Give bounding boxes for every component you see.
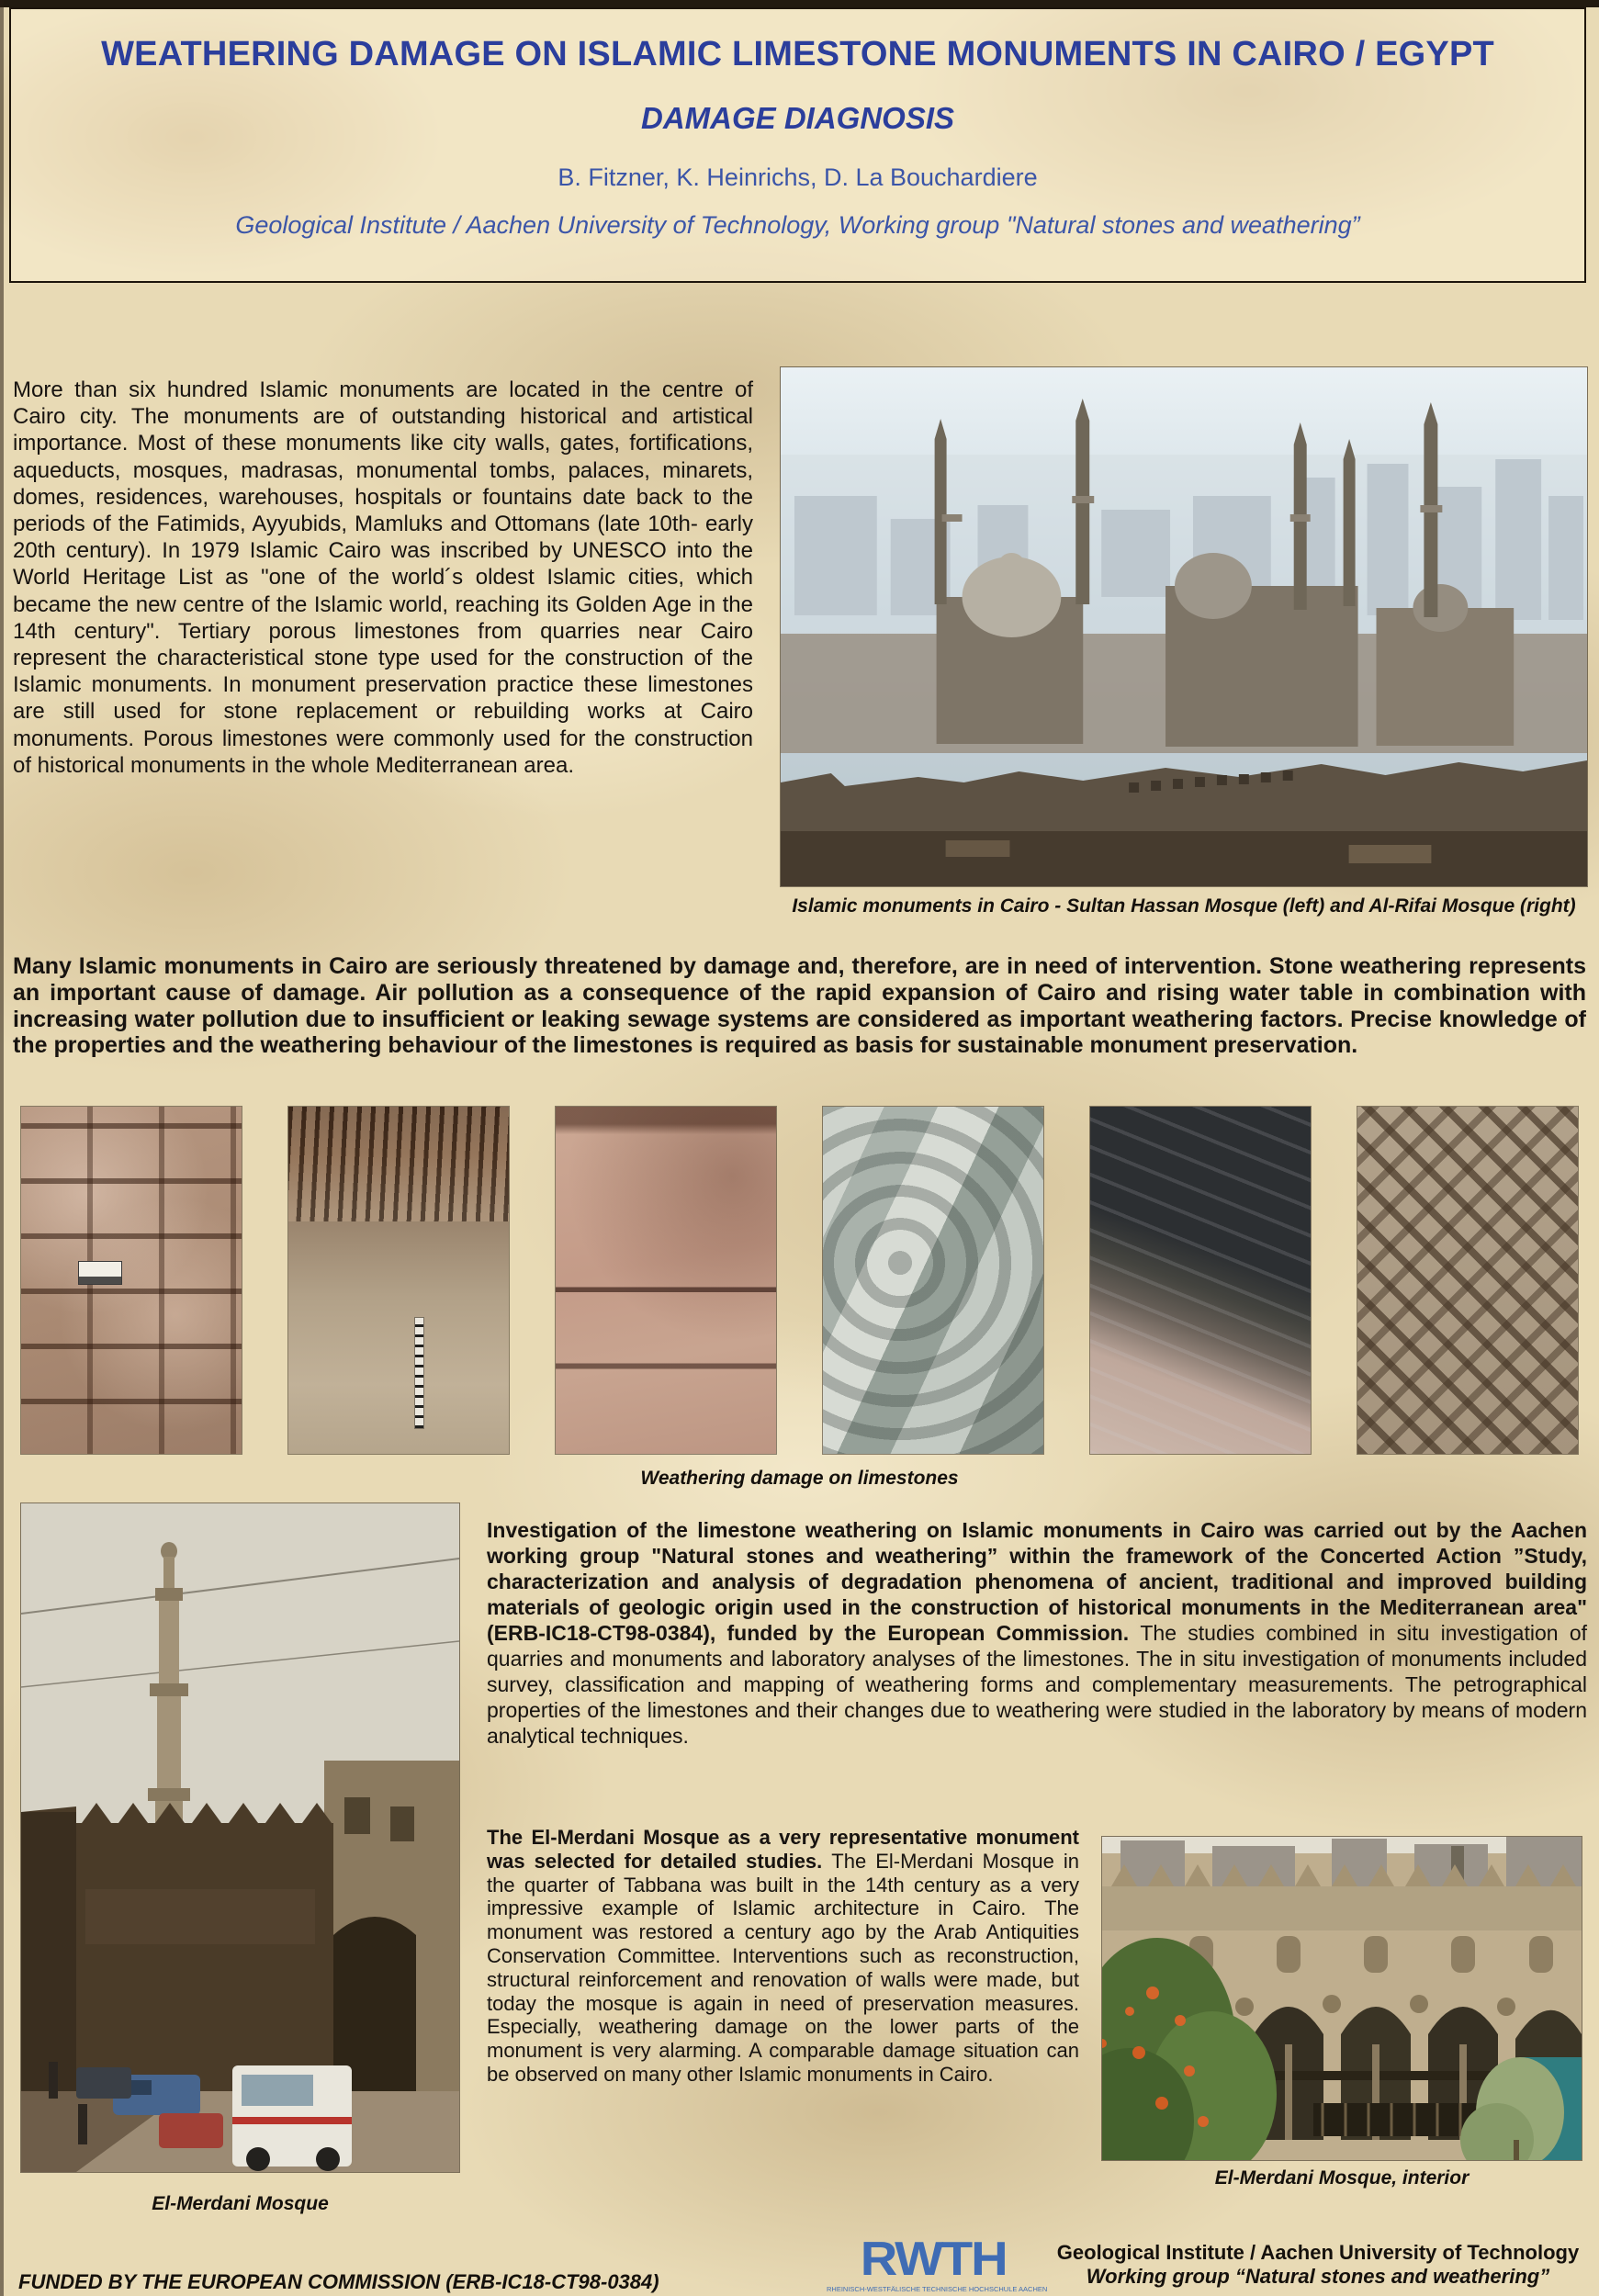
rwth-logo-letters: RWTH — [860, 2233, 1007, 2286]
scan-edge-left — [0, 0, 4, 2296]
footer-credits — [1056, 2241, 1580, 2289]
weathering-photo-1 — [21, 1107, 242, 1454]
footer-working-group: Working group “Natural stones and weathering” — [1086, 2265, 1550, 2288]
poster-affiliation: Geological Institute / Aachen University of Technology, Working group "Natural stones and weathering” — [235, 211, 1360, 239]
carving-texture — [288, 1107, 509, 1221]
cairo-photo-caption: Islamic monuments in Cairo - Sultan Hassan Mosque (left) and Al-Rifai Mosque (right) — [792, 895, 1576, 917]
cairo-skyline-photo — [781, 367, 1587, 886]
investigation-paragraph — [487, 1517, 1587, 1749]
scan-edge-top — [0, 0, 1599, 7]
weathering-photo-3 — [556, 1107, 776, 1454]
weathering-photo-4 — [823, 1107, 1043, 1454]
header-box — [9, 7, 1586, 283]
threat-paragraph: Many Islamic monuments in Cairo are seriously threatened by damage and, therefore, are in need of intervention. Stone weathering represents an important cause of damage. Air pollution as a consequence of the rapid expansion of Cairo and rising water table in combination with increasing water pollution due to insufficient or leaking sewage systems are considered as important weathering factors. Precise knowledge of the properties and the weathering behaviour of the limestones is required as basis for sustainable monument preservation. — [13, 953, 1586, 1059]
scale-ruler — [415, 1318, 423, 1428]
funding-statement: FUNDED BY THE EUROPEAN COMMISSION (ERB-IC18-CT98-0384) — [18, 2270, 659, 2293]
el-merdani-regular-text: The El-Merdani Mosque in the quarter of Tabbana was built in the 14th century as a very impressive example of Islamic architecture in Cairo. The monument was restored a century ago by the Arab Antiquities Conservation Committee. Interventions such as reconstruction, structural reinforcement and renovation of walls were made, but today the mosque is again in need of preservation measures. Especially, weathering damage on the lower parts of the monument is very alarming. A comparable damage situation can be observed on many other Islamic monuments in Cairo. — [487, 1849, 1079, 2086]
weathering-photo-2 — [288, 1107, 509, 1454]
rwth-logo — [827, 2233, 1048, 2293]
poster-title: WEATHERING DAMAGE ON ISLAMIC LIMESTONE MONUMENTS IN CAIRO / EGYPT — [101, 35, 1494, 73]
investigation-bold-text: Investigation of the limestone weathering on Islamic monuments in Cairo was carried out by the Aachen working group "Natural stones and weathering” within the framework of the Concerted Action ”Study, characterization and analysis of degradation phenomena of ancient, traditional and improved building materials of geologic origin used in the construction of historical monuments in the Mediterranean area" (ERB-IC18-CT98-0384), funded by the European Commission. — [487, 1518, 1587, 1645]
intro-paragraph: More than six hundred Islamic monuments are located in the centre of Cairo city. The monuments are of outstanding historical and artistical importance. Most of these monuments like city walls, gates, fortifications, aqueducts, mosques, madrasas, monumental tombs, palaces, minarets, domes, residences, warehouses, hospitals or fountains date back to the periods of the Fatimids, Ayyubids, Mamluks and Ottomans (late 10th- early 20th century). In 1979 Islamic Cairo was inscribed by UNESCO into the World Heritage List as "one of the world´s oldest Islamic cities, which became the new centre of the Islamic world, reaching its Golden Age in the 14th century". Tertiary porous limestones from quarries near Cairo represent the characteristical stone type used for the construction of the Islamic monuments. In monument preservation practice these limestones are still used for stone replacement or rebuilding works at Cairo monuments. Porous limestones were commonly used for the construction of historical monuments in the whole Mediterranean area. — [13, 377, 753, 778]
scale-card — [78, 1261, 122, 1285]
el-merdani-photo-caption: El-Merdani Mosque — [152, 2193, 329, 2214]
el-merdani-interior-caption: El-Merdani Mosque, interior — [1214, 2167, 1470, 2189]
footer-institute: Geological Institute / Aachen University of Technology — [1056, 2241, 1580, 2264]
investigation-regular-text: The studies combined in situ investigation of quarries and monuments and laboratory analyses of the limestones. The in situ investigation of monuments included survey, classification and mapping of weathering forms and complementary measurements. The petrographical properties of the limestones and their changes due to weathering were studied in the laboratory by means of modern analytical techniques. — [487, 1621, 1587, 1748]
el-merdani-interior-photo — [1102, 1837, 1582, 2160]
el-merdani-bold-text: The El-Merdani Mosque as a very representative monument was selected for detailed studies. — [487, 1826, 1079, 1873]
el-merdani-paragraph — [487, 1826, 1079, 2087]
weathering-photos-caption: Weathering damage on limestones — [640, 1468, 959, 1489]
rwth-logo-subtitle: RHEINISCH-WESTFÄLISCHE TECHNISCHE HOCHSCHULE AACHEN — [827, 2285, 1048, 2293]
weathering-photo-5 — [1090, 1107, 1311, 1454]
poster-authors: B. Fitzner, K. Heinrichs, D. La Bouchardiere — [557, 163, 1038, 191]
el-merdani-mosque-photo — [21, 1503, 459, 2172]
poster-subtitle: DAMAGE DIAGNOSIS — [640, 101, 955, 135]
weathering-photo-6 — [1357, 1107, 1578, 1454]
